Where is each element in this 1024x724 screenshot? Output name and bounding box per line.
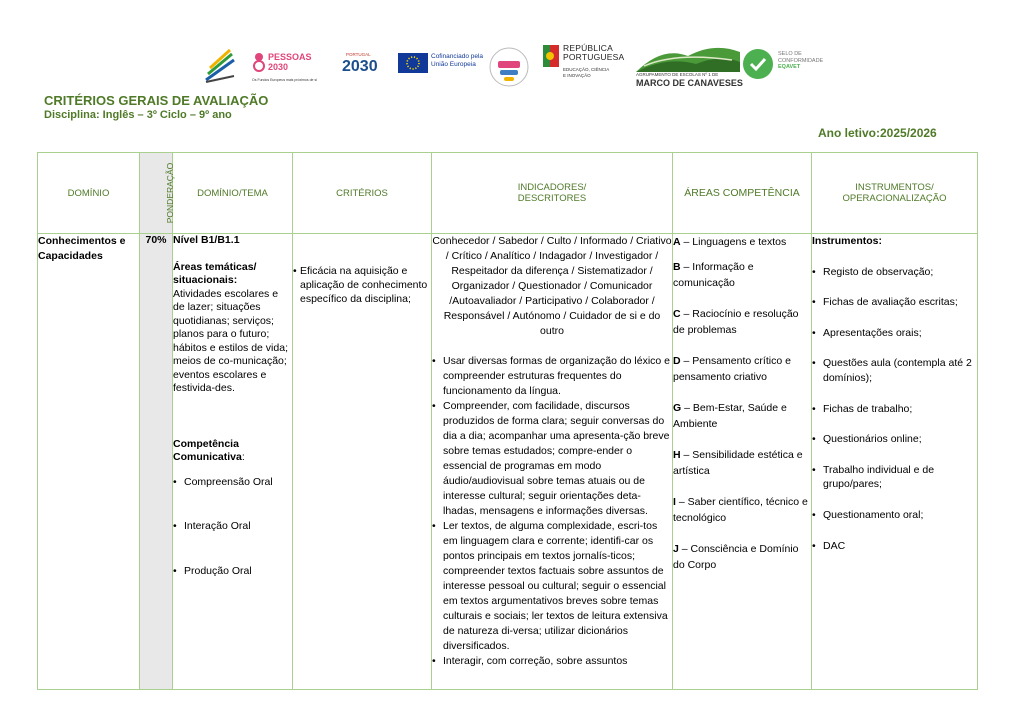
republica-sub2: E INOVAÇÃO	[563, 73, 591, 78]
col-header-dominio-tema: DOMÍNIO/TEMA	[173, 153, 293, 234]
col-header-ponderacao	[140, 153, 176, 234]
school-emblem-logo	[202, 46, 238, 86]
selo-line3: EQAVET	[778, 64, 801, 70]
area-text: Bem-Estar, Saúde e Ambiente	[673, 402, 787, 430]
list-item: • Trabalho individual e de grupo/pares;	[812, 463, 977, 492]
list-item: • Interação Oral	[173, 520, 292, 534]
list-item: • Questionários online;	[812, 432, 977, 447]
republica-line1: REPÚBLICA	[563, 43, 613, 53]
area-item: I – Saber científico, técnico e tecnológico	[673, 496, 808, 524]
portugal-2030-logo	[340, 52, 384, 78]
instrumentos-list	[812, 265, 977, 554]
hills-graphic-icon	[636, 42, 740, 72]
instrumentos-line1: INSTRUMENTOS/	[855, 182, 934, 193]
instrumentos-title: Instrumentos:	[812, 235, 883, 247]
indicadores-line1: INDICADORES/	[517, 182, 587, 193]
area-letter: G	[673, 402, 682, 414]
area-text: Sensibilidade estética e artística	[673, 449, 803, 477]
dominio-cell: Conhecimentos e Capacidades	[38, 234, 140, 690]
list-item: • Compreensão Oral	[173, 476, 292, 490]
area-letter: A	[673, 236, 681, 248]
discipline-subtitle: Disciplina: Inglês – 3º Ciclo – 9º ano	[44, 109, 232, 121]
selo-line1: SELO DE	[778, 51, 802, 57]
republica-portuguesa-logo	[543, 43, 623, 91]
republica-flag-icon	[543, 45, 559, 67]
school-year: Ano letivo:2025/2026	[818, 126, 937, 140]
list-item: • Registo de observação;	[812, 265, 977, 280]
area-item: H – Sensibilidade estética e artística	[673, 449, 803, 477]
area-item: C – Raciocínio e resolução de problemas	[673, 308, 799, 336]
eu-flag-logo	[398, 53, 428, 73]
area-item: G – Bem-Estar, Saúde e Ambiente	[673, 402, 787, 430]
eu-text-line1: Cofinanciado pela	[431, 53, 484, 60]
eu-text	[431, 53, 483, 69]
agrupamento-logo	[636, 42, 743, 90]
nivel-label: Nível B1/B1.1	[173, 234, 240, 246]
list-item: • Questões aula (contempla até 2 domínios);	[812, 356, 977, 385]
area-item: B – Informação e comunicação	[673, 261, 754, 289]
list-item: • Fichas de trabalho;	[812, 402, 977, 417]
dominio-tema-cell	[173, 234, 293, 690]
area-text: Consciência e Domínio do Corpo	[673, 543, 799, 571]
competencia-list	[173, 476, 292, 579]
area-letter: C	[673, 308, 681, 320]
table-row	[38, 234, 978, 690]
col-header-dominio: DOMÍNIO	[38, 153, 140, 234]
instrumentos-cell	[812, 234, 978, 690]
area-text: Pensamento crítico e pensamento criativo	[673, 355, 791, 383]
col-header-indicadores	[432, 153, 673, 234]
criterios-cell	[293, 234, 432, 690]
area-item: D – Pensamento crítico e pensamento criativo	[673, 355, 791, 383]
republica-sub1: EDUCAÇÃO, CIÊNCIA	[563, 67, 610, 72]
pessoas-icon	[252, 52, 266, 72]
area-letter: D	[673, 355, 681, 367]
area-letter: B	[673, 261, 681, 273]
list-item: • Produção Oral	[173, 565, 292, 579]
list-item: • DAC	[812, 539, 977, 554]
strategy-seal-logo	[488, 46, 530, 88]
col-header-instrumentos	[812, 153, 978, 234]
selo-line2: CONFORMIDADE	[778, 57, 824, 64]
area-letter: J	[673, 543, 679, 555]
area-text: Linguagens e textos	[692, 236, 787, 248]
ponderacao-label: PONDERAÇÃO	[165, 162, 176, 223]
instrumentos-line2: OPERACIONALIZAÇÃO	[842, 193, 947, 204]
list-item: • Compreender, com facilidade, discursos produzidos de forma clara; seguir conversas do dia a dia; acompanhar uma apresenta-ção breve sobre temas estudados; compre-ender o essencial de programas em modo áudio/audiovisual sobre temas atuais ou de interesse cultural; seguir orientações deta-lhadas, mensagens e informações diversas.	[432, 399, 672, 519]
area-text: Raciocínio e resolução de problemas	[673, 308, 799, 336]
area-item: A – Linguagens e textos	[673, 236, 787, 248]
eu-text-line2: União Europeia	[431, 61, 476, 68]
checkmark-seal-icon	[742, 48, 774, 80]
areas-tematicas-text: Atividades escolares e de lazer; situações quotidianas; serviços; planos para o futuro; hábitos e estilos de vida; meios de co-municação; eventos escolares e festivida-des.	[173, 287, 288, 394]
pessoas-tagline: Os Fundos Europeus mais próximos de si	[252, 78, 317, 82]
pessoas-label: PESSOAS 2030	[268, 52, 312, 72]
pessoas-2030-logo	[252, 52, 347, 88]
portugal-label: PORTUGAL	[346, 52, 371, 57]
list-item: • Apresentações orais;	[812, 326, 977, 341]
areas-tematicas-title: Áreas temáticas/ situacionais:	[173, 260, 257, 286]
col-header-areas: ÁREAS COMPETÊNCIA	[673, 153, 812, 234]
area-text: Informação e comunicação	[673, 261, 754, 289]
competencia-title-text: Competência Comunicativa	[173, 437, 242, 463]
descritores-list	[432, 354, 672, 669]
agrupamento-line2: MARCO DE CANAVESES	[636, 78, 743, 88]
agrupamento-line1: AGRUPAMENTO DE ESCOLAS Nº 1 DE	[636, 72, 719, 77]
eu-stars-icon	[398, 53, 428, 73]
criterios-list	[293, 264, 431, 306]
col-header-criterios: CRITÉRIOS	[293, 153, 432, 234]
list-item: • Ler textos, de alguma complexidade, escri-tos em linguagem clara e corrente; identifi-car os pontos principais em textos jornalís-ticos; compreender textos factuais sobre assuntos de interesse pessoal ou cultural; seguir o essencial em textos argumentativos breves sobre temas culturais e sociais; ler textos de leitura extensiva de natureza di-versa; utilizar dicionários diversificados.	[432, 519, 672, 654]
list-item: • Eficácia na aquisição e aplicação de conhecimento específico da disciplina;	[293, 264, 431, 306]
descritores-intro: Conhecedor / Sabedor / Culto / Informado / Criativo / Crítico / Analítico / Indagador / Investigador / Respeitador da diferença / Sistematizador / Organizador / Questionador / Comunicador /Autoavaliador / Participativo / Colaborador / Responsável / Autónomo / Cuidador de si e do outro	[432, 235, 672, 337]
ponderacao-cell: 70%	[140, 234, 173, 690]
page-title: CRITÉRIOS GERAIS DE AVALIAÇÃO	[44, 93, 269, 108]
table-header-row	[38, 153, 978, 234]
indicadores-cell	[432, 234, 673, 690]
criteria-table	[37, 152, 978, 690]
logo-strip	[200, 38, 840, 100]
eqavet-seal-logo	[742, 48, 838, 84]
republica-line2: PORTUGUESA	[563, 52, 625, 62]
area-letter: H	[673, 449, 681, 461]
area-text: Saber científico, técnico e tecnológico	[673, 496, 808, 524]
area-letter: I	[673, 496, 676, 508]
area-item: J – Consciência e Domínio do Corpo	[673, 543, 799, 571]
competencia-title: Competência Comunicativa:	[173, 437, 245, 463]
list-item: • Usar diversas formas de organização do léxico e compreender estruturas frequentes do funcionamento da língua.	[432, 354, 672, 399]
list-item: • Interagir, com correção, sobre assuntos	[432, 654, 672, 669]
indicadores-line2: DESCRITORES	[517, 193, 587, 204]
list-item: • Fichas de avaliação escritas;	[812, 295, 977, 310]
portugal-year: 2030	[342, 58, 378, 75]
areas-cell	[673, 234, 812, 690]
list-item: • Questionamento oral;	[812, 508, 977, 523]
